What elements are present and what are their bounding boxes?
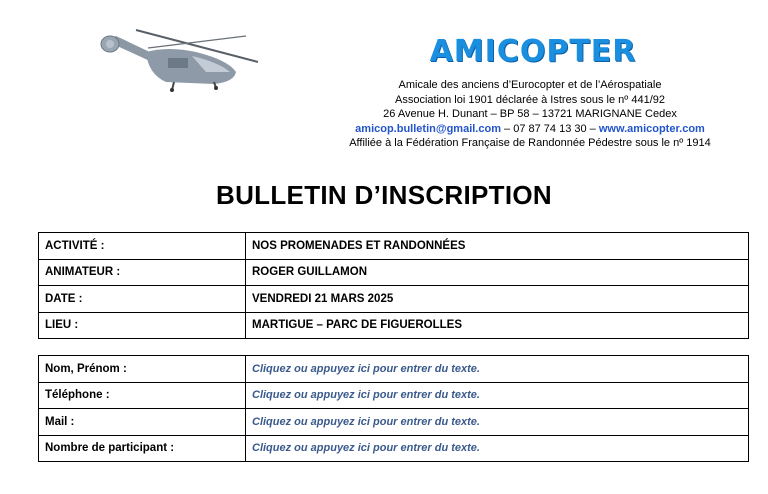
mail-field[interactable]: Cliquez ou appuyez ici pour entrer du texte. — [246, 409, 749, 436]
event-details-table — [38, 232, 749, 339]
table-row — [39, 233, 749, 260]
table-row — [39, 259, 749, 286]
participants-label: Nombre de participant : — [39, 435, 246, 462]
page-title: BULLETIN D’INSCRIPTION — [216, 180, 552, 210]
mail-label: Mail : — [39, 409, 246, 436]
website-link[interactable]: www.amicopter.com — [598, 122, 705, 135]
helicopter-image — [96, 22, 262, 92]
location-value: MARTIGUE – PARC DE FIGUEROLLES — [246, 312, 749, 339]
table-row — [39, 382, 749, 409]
email-link[interactable]: amicop.bulletin@gmail.com — [355, 122, 501, 135]
registration-form-table — [38, 355, 749, 462]
activity-label: ACTIVITÉ : — [39, 233, 246, 260]
table-row — [39, 356, 749, 383]
leader-value: ROGER GUILLAMON — [246, 259, 749, 286]
assoc-line-2: Association loi 1901 déclarée à Istres sous le nº 441/92 — [394, 93, 665, 106]
assoc-line-1: Amicale des anciens d’Eurocopter et de l’Aérospatiale — [398, 79, 662, 91]
assoc-line-3: 26 Avenue H. Dunant – BP 58 – 13721 MARIGNANE Cedex — [383, 108, 677, 120]
phone-field[interactable]: Cliquez ou appuyez ici pour entrer du texte. — [246, 382, 749, 409]
amicopter-logo — [398, 32, 668, 72]
contact-line — [320, 122, 740, 137]
federation-line: Affiliée à la Fédération Française de Randonnée Pédestre sous le nº 1914 — [349, 137, 711, 149]
association-info — [320, 78, 740, 151]
date-label: DATE : — [39, 286, 246, 313]
name-label: Nom, Prénom : — [39, 356, 246, 383]
phone-text: – 07 87 74 13 30 – — [500, 122, 599, 135]
table-row — [39, 435, 749, 462]
table-row — [39, 286, 749, 313]
activity-value: NOS PROMENADES ET RANDONNÉES — [246, 233, 749, 260]
leader-label: ANIMATEUR : — [39, 259, 246, 286]
name-field[interactable]: Cliquez ou appuyez ici pour entrer du texte. — [246, 356, 749, 383]
table-row — [39, 312, 749, 339]
participants-field[interactable]: Cliquez ou appuyez ici pour entrer du texte. — [246, 435, 749, 462]
table-row — [39, 409, 749, 436]
logo-text: AMICOPTER — [429, 34, 637, 69]
date-value: VENDREDI 21 MARS 2025 — [246, 286, 749, 313]
location-label: LIEU : — [39, 312, 246, 339]
phone-label: Téléphone : — [39, 382, 246, 409]
